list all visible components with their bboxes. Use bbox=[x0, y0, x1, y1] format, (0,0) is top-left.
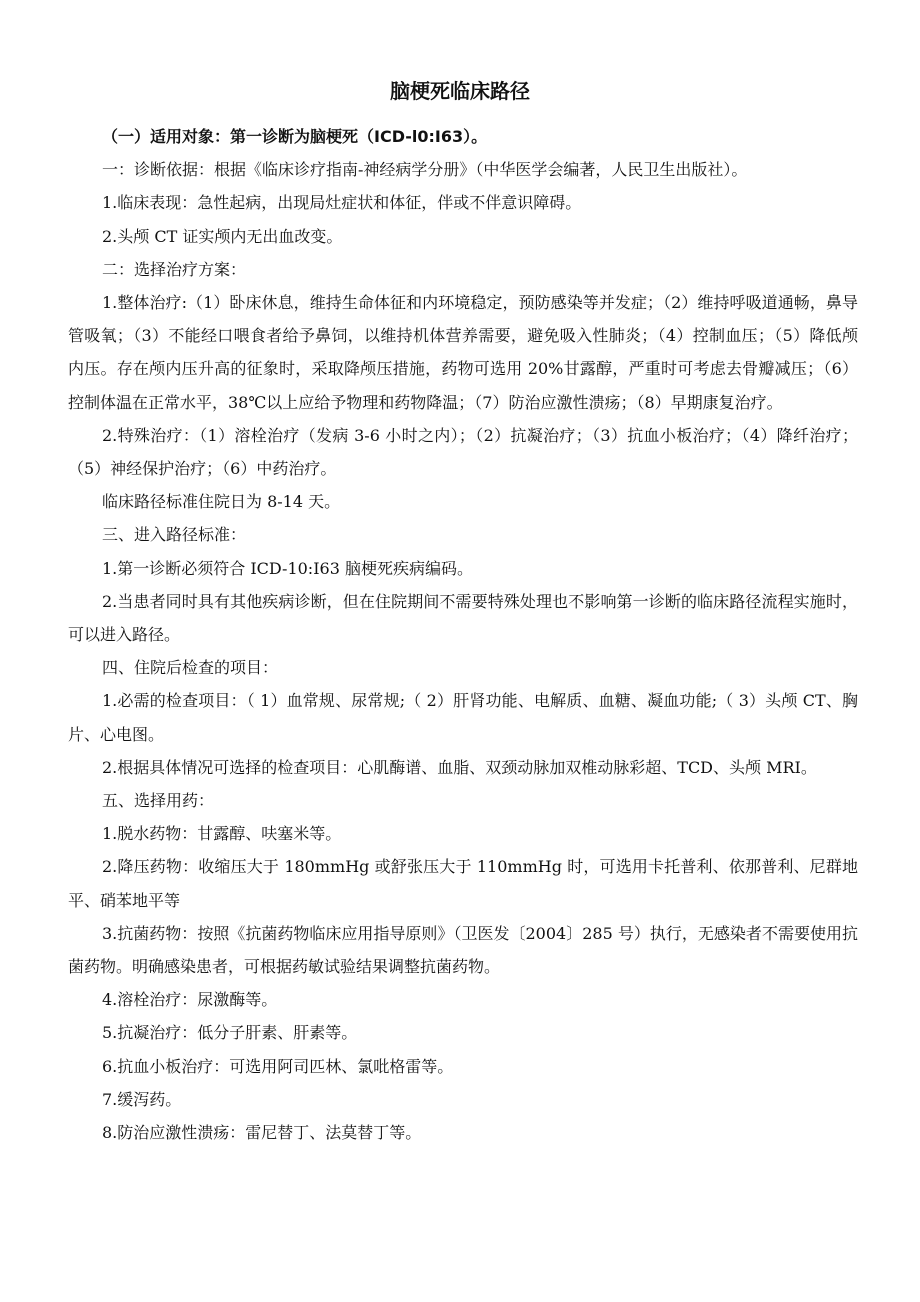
paragraph: 临床路径标准住院日为 8-14 天。 bbox=[102, 492, 341, 512]
paragraph: 1.必需的检查项目：（ 1）血常规、尿常规;（ 2）肝肾功能、电解质、血糖、凝血功能;（ 3）头颅 CT、胸片、心电图。 bbox=[68, 691, 858, 744]
paragraph: 8.防治应激性溃疡：雷尼替丁、法莫替丁等。 bbox=[102, 1123, 422, 1143]
paragraph: 1.整体治疗:（1）卧床休息，维持生命体征和内环境稳定，预防感染等并发症；（2）维持呼吸道通畅，鼻导管吸氧；（3）不能经口喂食者给予鼻饲，以维持机体营养需要，避免吸入性肺炎；（4）控制血压；（5）降低颅内压。存在颅内压升高的征象时，采取降颅压措施，药物可选用 20%甘露醇，严重时可考虑去骨瓣减压；（6）控制体温在正常水平，38℃以上应给予物理和药物降温；（7）防治应激性溃疡；（8）早期康复治疗。 bbox=[68, 293, 858, 412]
paragraph: 7.缓泻药。 bbox=[102, 1089, 182, 1109]
paragraph: 3.抗菌药物：按照《抗菌药物临床应用指导原则》（卫医发〔2004〕285 号）执行，无感染者不需要使用抗菌药物。明确感染患者，可根据药敏试验结果调整抗菌药物。 bbox=[68, 923, 858, 977]
document-body bbox=[68, 120, 858, 1149]
paragraph: 1.脱水药物：甘露醇、呋塞米等。 bbox=[102, 824, 342, 844]
section-heading: 二：选择治疗方案： bbox=[102, 259, 247, 279]
paragraph: 2.降压药物：收缩压大于 180mmHg 或舒张压大于 110mmHg 时，可选用卡托普利、依那普利、尼群地平、硝苯地平等 bbox=[68, 857, 858, 910]
section-heading: 四、住院后检查的项目： bbox=[102, 658, 279, 678]
applicable-subject: （一）适用对象：第一诊断为脑梗死（ICD-l0:I63）。 bbox=[102, 127, 488, 146]
paragraph: 1.第一诊断必须符合 ICD-10:I63 脑梗死疾病编码。 bbox=[102, 558, 473, 578]
paragraph: 6.抗血小板治疗：可选用阿司匹林、氯吡格雷等。 bbox=[102, 1056, 454, 1076]
paragraph: 5.抗凝治疗：低分子肝素、肝素等。 bbox=[102, 1023, 358, 1043]
section-heading: 五、选择用药： bbox=[102, 791, 215, 811]
paragraph: 4.溶栓治疗：尿激酶等。 bbox=[102, 990, 278, 1010]
paragraph: 2.当患者同时具有其他疾病诊断，但在住院期间不需要特殊处理也不影响第一诊断的临床路径流程实施时，可以进入路径。 bbox=[68, 591, 858, 645]
paragraph: 2.特殊治疗：（1）溶栓治疗（发病 3-6 小时之内）；（2）抗凝治疗；（3）抗血小板治疗；（4）降纤治疗；（5）神经保护治疗；（6）中药治疗。 bbox=[68, 425, 858, 479]
paragraph: 2.头颅 CT 证实颅内无出血改变。 bbox=[102, 226, 343, 246]
document-title: 脑梗死临床路径 bbox=[390, 79, 530, 103]
paragraph: 2.根据具体情况可选择的检查项目：心肌酶谱、血脂、双颈动脉加双椎动脉彩超、TCD、头颅 MRI。 bbox=[102, 757, 817, 777]
section-heading: 三、进入路径标准： bbox=[102, 525, 247, 545]
paragraph: 1.临床表现：急性起病，出现局灶症状和体征，伴或不伴意识障碍。 bbox=[102, 193, 582, 213]
paragraph: 一：诊断依据：根据《临床诊疗指南-神经病学分册》（中华医学会编著，人民卫生出版社）。 bbox=[102, 160, 748, 180]
